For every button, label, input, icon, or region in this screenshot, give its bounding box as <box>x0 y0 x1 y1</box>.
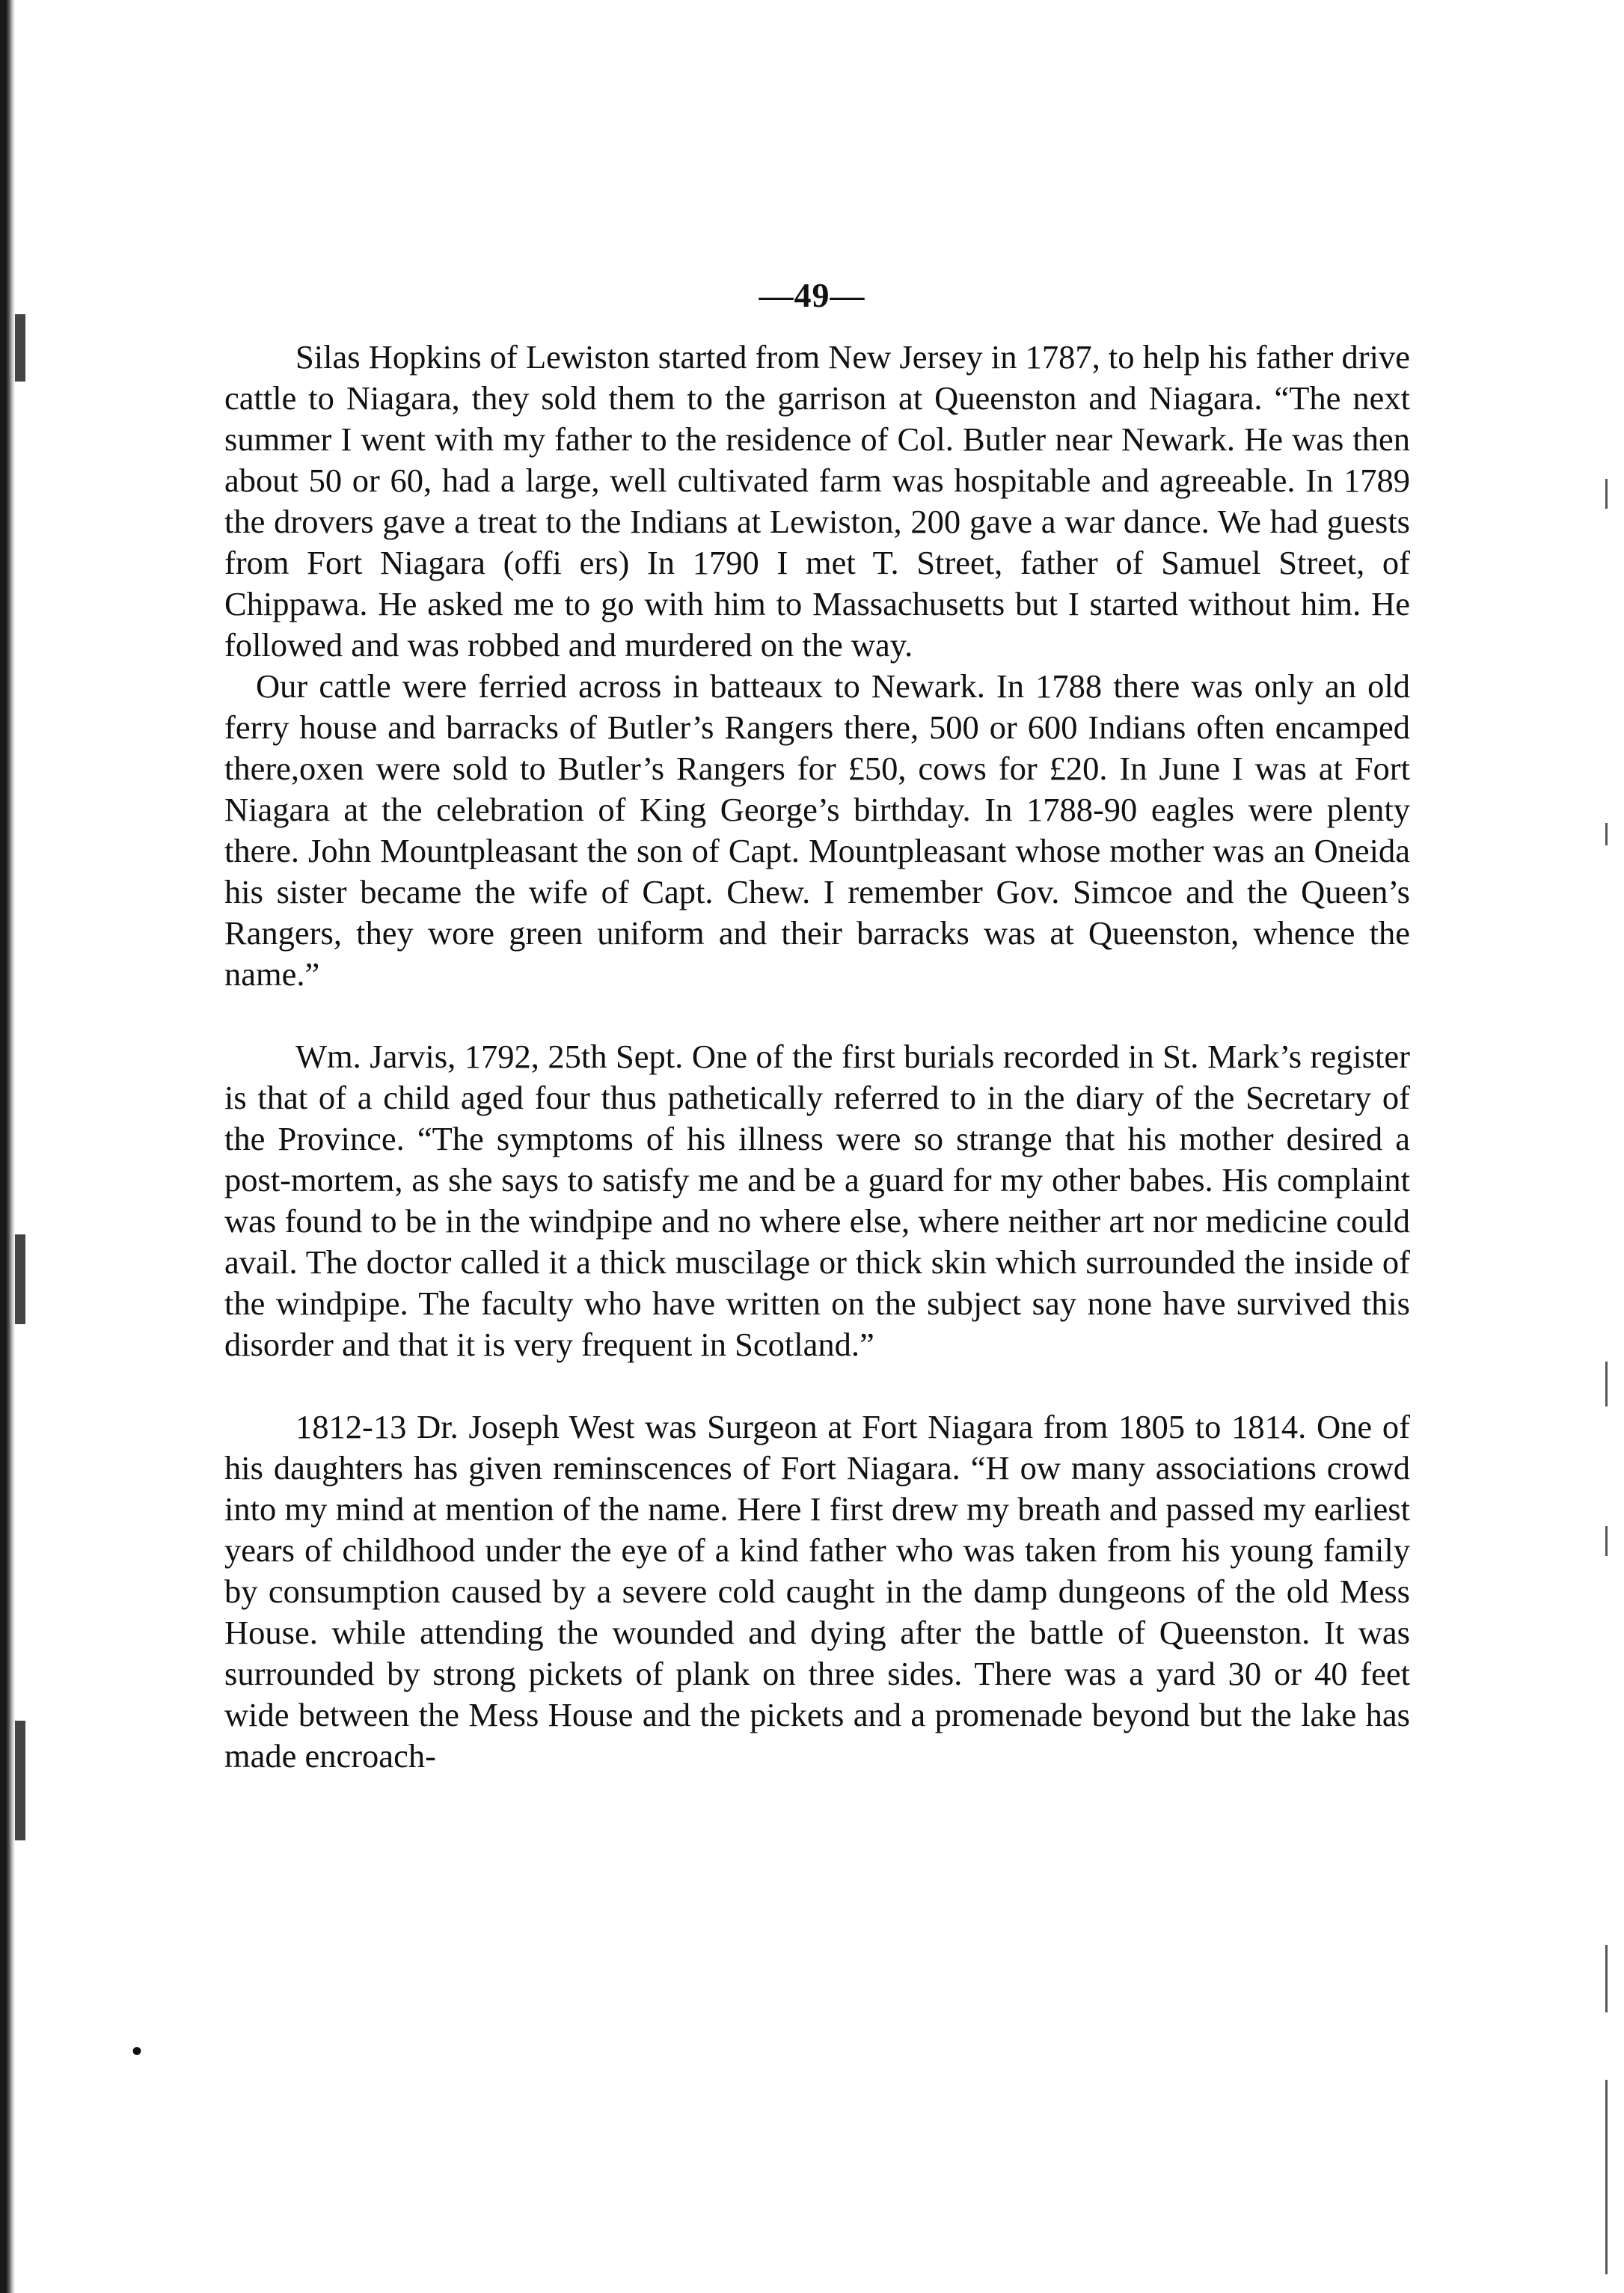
stray-ink-mark: • <box>132 2034 143 2068</box>
paragraph-wm-jarvis: Wm. Jarvis, 1792, 25th Sept. One of the first burials recorded in St. Mark’s register is that of a child aged four thus pathetically referred to in the diary of the Secretary of the Province. “The symptoms of his illness were so strange that his mother desired a post-mortem, as she says to satisfy me and be a guard for my other babes. His complaint was found to be in the windpipe and no where else, where neither art nor medicine could avail. The doctor called it a thick muscilage or thick skin which surrounded the inside of the windpipe. The faculty who have written on the subject say none have survived this disorder and that it is very frequent in Scotland.” <box>224 1038 1410 1363</box>
scan-speck <box>15 1234 25 1324</box>
scan-edge-left <box>0 0 15 2293</box>
page-body <box>224 337 1410 1777</box>
paragraph-silas-hopkins: Silas Hopkins of Lewiston started from New Jersey in 1787, to help his father drive cattle to Niagara, they sold them to the garrison at Queenston and Niagara. “The next summer I went with my father to the residence of Col. Butler near Newark. He was then about 50 or 60, had a large, well cultivated farm was hospitable and agreeable. In 1789 the drovers gave a treat to the Indians at Lewiston, 200 gave a war dance. We had guests from Fort Niagara (offi ers) In 1790 I met T. Street, father of Samuel Street, of Chippawa. He asked me to go with him to Massachusetts but I started without him. He followed and was robbed and murdered on the way. <box>224 338 1410 664</box>
scan-edge-right <box>1579 0 1624 2293</box>
paragraph-joseph-west: 1812-13 Dr. Joseph West was Surgeon at Fort Niagara from 1805 to 1814. One of his daughters has given reminscences of Fort Niagara. “H ow many associations crowd into my mind at mention of the name. Here I first drew my breath and passed my earliest years of childhood under the eye of a kind father who was taken from his young family by consumption caused by a severe cold caught in the damp dungeons of the old Mess House. while attending the wounded and dying after the battle of Queenston. It was surrounded by strong pickets of plank on three sides. There was a yard 30 or 40 feet wide between the Mess House and the pickets and a promenade beyond but the lake has made encroach- <box>224 1408 1410 1775</box>
page-number: —49— <box>759 276 865 314</box>
paragraph-cattle-ferried: Our cattle were ferried across in batteaux to Newark. In 1788 there was only an old ferry house and barracks of Butler’s Rangers there, 500 or 600 Indians often encamped there,oxen were sold to Butler’s Rangers for £50, cows for £20. In June I was at Fort Niagara at the celebration of King George’s birthday. In 1788-90 eagles were plenty there. John Mountpleasant the son of Capt. Mountpleasant whose mother was an Oneida his sister became the wife of Capt. Chew. I remember Gov. Simcoe and the Queen’s Rangers, they wore green uniform and their barracks was at Queenston, whence the name.” <box>224 667 1410 993</box>
scan-speck <box>15 314 25 382</box>
scan-speck <box>15 1721 25 1840</box>
